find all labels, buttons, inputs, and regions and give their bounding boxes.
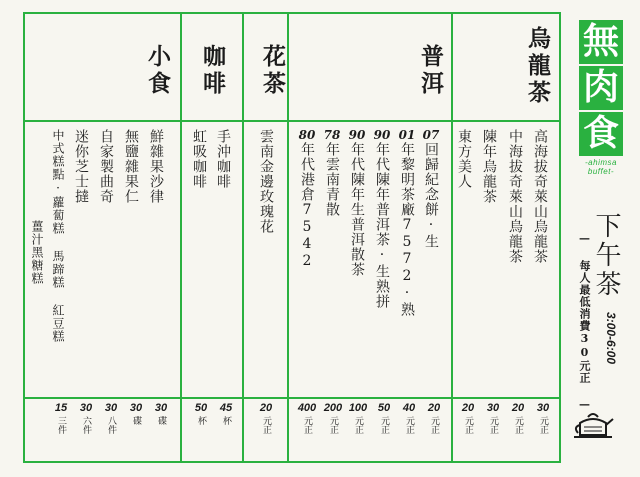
puer-name: 年代陳年普洱茶·生熟拼: [374, 142, 390, 309]
logo-subtitle: -ahimsa buffet-: [585, 158, 617, 176]
header-rule: [23, 120, 561, 122]
puer-name: 年黎明茶廠7572·熟: [399, 142, 415, 317]
puer-name: 年雲南青散: [324, 142, 340, 217]
flower-item: 雲南金邊玫瑰花: [258, 129, 274, 234]
price-amount: 20: [259, 402, 273, 414]
price-cell: [125, 402, 147, 425]
price-unit: 元正: [538, 416, 548, 434]
puer-name: 年代港倉7542: [299, 142, 315, 270]
price-unit: 元正: [404, 416, 414, 434]
puer-year: 80: [298, 128, 316, 142]
price-amount: 30: [154, 402, 168, 414]
price-amount: 400: [297, 402, 317, 414]
logo-char: 肉: [579, 66, 623, 110]
oolong-item: 陳年烏龍茶: [481, 129, 497, 204]
price-unit: 元正: [513, 416, 523, 434]
puer-year: 90: [373, 128, 391, 142]
price-cell: [373, 402, 395, 434]
price-unit: 元正: [328, 416, 338, 434]
coffee-heading: 咖啡: [199, 44, 226, 98]
snacks-heading: 小食: [144, 44, 171, 98]
coffee-item: 手沖咖啡: [215, 129, 231, 189]
price-cell: [75, 402, 97, 434]
snack-item: 薑汁黑糖糕: [30, 220, 44, 285]
oolong-heading: 烏龍茶: [524, 26, 551, 107]
price-rule: [23, 397, 561, 399]
price-cell: [322, 402, 344, 434]
minimum-charge-note: — 每人最低消費30元正 —: [578, 232, 591, 412]
price-unit: 杯: [196, 416, 206, 425]
price-amount: 30: [536, 402, 550, 414]
brand-logo: [573, 20, 629, 176]
price-amount: 200: [323, 402, 343, 414]
price-cell: [457, 402, 479, 434]
puer-year: 01: [398, 128, 416, 142]
price-unit: 碟: [156, 416, 166, 425]
snack-item: 自家製曲奇: [98, 129, 114, 204]
puer-name: 回歸紀念餅·生: [423, 142, 439, 249]
price-unit: 元正: [353, 416, 363, 434]
snack-item: 鮮雜果沙律: [148, 129, 164, 204]
oolong-item: 中海拔奇萊山烏龍茶: [507, 129, 523, 264]
price-amount: 50: [377, 402, 391, 414]
menu-frame: [23, 12, 561, 463]
price-amount: 20: [511, 402, 525, 414]
price-amount: 15: [54, 402, 68, 414]
price-amount: 20: [427, 402, 441, 414]
price-amount: 30: [486, 402, 500, 414]
tea-time-range: 3:00-6:00: [604, 312, 618, 365]
price-amount: 50: [194, 402, 208, 414]
puer-heading: 普洱: [417, 44, 444, 98]
logo-char: 無: [579, 20, 623, 64]
price-cell: [482, 402, 504, 434]
price-unit: 元正: [302, 416, 312, 434]
price-amount: 30: [79, 402, 93, 414]
price-cell: [398, 402, 420, 434]
afternoon-tea-title: 下午茶: [591, 212, 621, 299]
oolong-item: 高海拔奇萊山烏龍茶: [532, 129, 548, 264]
price-cell: [296, 402, 318, 434]
puer-item: [347, 128, 367, 277]
price-unit: 三件: [56, 416, 66, 434]
snack-item: 迷你芝士撻: [73, 129, 89, 204]
price-cell: [215, 402, 237, 425]
puer-item: [421, 128, 441, 249]
price-unit: 元正: [379, 416, 389, 434]
price-amount: 40: [402, 402, 416, 414]
price-unit: 碟: [131, 416, 141, 425]
price-unit: 元正: [463, 416, 473, 434]
oolong-item: 東方美人: [456, 129, 472, 189]
price-unit: 八件: [106, 416, 116, 434]
teapot-icon: [570, 405, 616, 441]
price-unit: 六件: [81, 416, 91, 434]
puer-item: [372, 128, 392, 309]
puer-item: [297, 128, 317, 270]
price-cell: [50, 402, 72, 434]
price-cell: [532, 402, 554, 434]
divider-oolong-puer: [451, 12, 453, 463]
price-cell: [100, 402, 122, 434]
price-amount: 30: [104, 402, 118, 414]
puer-name: 年代陳年生普洱散茶: [349, 142, 365, 277]
logo-char: 食: [579, 112, 623, 156]
price-cell: [255, 402, 277, 434]
puer-year: 90: [348, 128, 366, 142]
price-cell: [507, 402, 529, 434]
price-amount: 20: [461, 402, 475, 414]
puer-year: 78: [323, 128, 341, 142]
coffee-item: 虹吸咖啡: [191, 129, 207, 189]
price-cell: [150, 402, 172, 425]
divider-flower-coffee: [242, 12, 244, 463]
puer-item: [397, 128, 417, 317]
puer-item: [322, 128, 342, 217]
flower-heading: 花茶: [259, 44, 286, 98]
price-unit: 元正: [261, 416, 271, 434]
price-amount: 30: [129, 402, 143, 414]
divider-coffee-snacks: [180, 12, 182, 463]
price-cell: [347, 402, 369, 434]
price-unit: 元正: [488, 416, 498, 434]
snack-item: 無鹽雜果仁: [123, 129, 139, 204]
price-cell: [423, 402, 445, 434]
price-unit: 杯: [221, 416, 231, 425]
puer-year: 07: [422, 128, 440, 142]
price-amount: 100: [348, 402, 368, 414]
price-unit: 元正: [429, 416, 439, 434]
snack-item: 中式糕點·蘿蔔糕 馬蹄糕 紅豆糕: [51, 129, 65, 343]
price-amount: 45: [219, 402, 233, 414]
price-cell: [190, 402, 212, 425]
